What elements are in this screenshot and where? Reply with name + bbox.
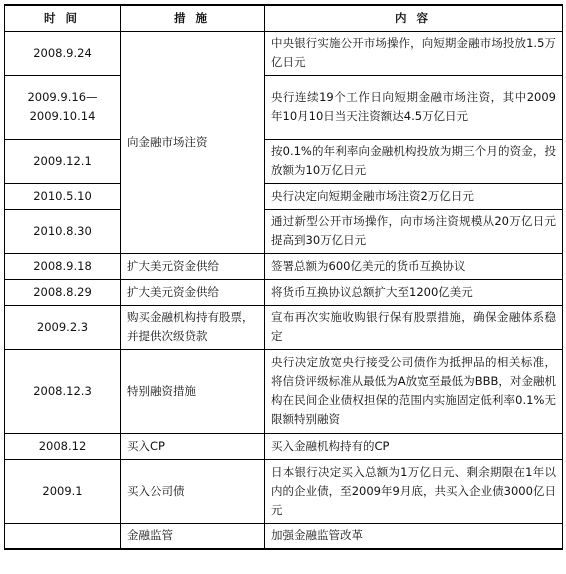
cell-action: 金融监管 xyxy=(121,523,265,549)
table-header xyxy=(5,5,563,31)
cell-time xyxy=(5,523,121,549)
table-row xyxy=(5,209,563,253)
header-content: 内容 xyxy=(265,5,563,31)
table-row xyxy=(5,433,563,459)
policy-measures-table xyxy=(4,4,563,550)
cell-action: 扩大美元资金供给 xyxy=(121,253,265,279)
cell-content: 将货币互换协议总额扩大至1200亿美元 xyxy=(265,279,563,305)
cell-time: 2009.2.3 xyxy=(5,305,121,349)
cell-content: 央行决定向短期金融市场注资2万亿日元 xyxy=(265,183,563,209)
cell-time: 2008.9.24 xyxy=(5,31,121,75)
table-row xyxy=(5,139,563,183)
cell-content: 央行连续19个工作日向短期金融市场注资，其中2009年10月10日当天注资额达4.5万亿日元 xyxy=(265,75,563,139)
cell-action: 买入公司债 xyxy=(121,459,265,523)
cell-content: 加强金融监管改革 xyxy=(265,523,563,549)
table-row xyxy=(5,349,563,433)
cell-action: 买入CP xyxy=(121,433,265,459)
cell-content: 宣布再次实施收购银行保有股票措施，确保金融体系稳定 xyxy=(265,305,563,349)
cell-action: 特别融资措施 xyxy=(121,349,265,433)
cell-time: 2008.9.18 xyxy=(5,253,121,279)
table-row xyxy=(5,253,563,279)
cell-content: 央行决定放宽央行接受公司债作为抵押品的相关标准，将信贷评级标准从最低为A放宽至最低为BBB，对金融机构在民间企业债权担保的范围内实施固定低利率0.1%无限额特别融资 xyxy=(265,349,563,433)
cell-time: 2009.12.1 xyxy=(5,139,121,183)
table-row xyxy=(5,305,563,349)
cell-content: 日本银行决定买入总额为1万亿日元、剩余期限在1年以内的企业债，至2009年9月底，共买入企业债3000亿日元 xyxy=(265,459,563,523)
table-row xyxy=(5,75,563,139)
cell-time: 2010.8.30 xyxy=(5,209,121,253)
cell-content: 签署总额为600亿美元的货币互换协议 xyxy=(265,253,563,279)
cell-time: 2008.8.29 xyxy=(5,279,121,305)
header-row xyxy=(5,5,563,31)
table-row xyxy=(5,459,563,523)
cell-content: 中央银行实施公开市场操作，向短期金融市场投放1.5万亿日元 xyxy=(265,31,563,75)
table-row xyxy=(5,31,563,75)
cell-time: 2010.5.10 xyxy=(5,183,121,209)
cell-time: 2008.12.3 xyxy=(5,349,121,433)
cell-action: 扩大美元资金供给 xyxy=(121,279,265,305)
header-action: 措施 xyxy=(121,5,265,31)
table-body xyxy=(5,31,563,549)
cell-time: 2009.9.16—2009.10.14 xyxy=(5,75,121,139)
table-row xyxy=(5,523,563,549)
cell-time: 2009.1 xyxy=(5,459,121,523)
header-time: 时间 xyxy=(5,5,121,31)
cell-action: 向金融市场注资 xyxy=(121,31,265,253)
cell-content: 按0.1%的年利率向金融机构投放为期三个月的资金，投放额为10万亿日元 xyxy=(265,139,563,183)
table-row xyxy=(5,279,563,305)
cell-content: 通过新型公开市场操作，向市场注资规模从20万亿日元提高到30万亿日元 xyxy=(265,209,563,253)
table-row xyxy=(5,183,563,209)
cell-content: 买入金融机构持有的CP xyxy=(265,433,563,459)
cell-time: 2008.12 xyxy=(5,433,121,459)
cell-action: 购买金融机构持有股票，并提供次级贷款 xyxy=(121,305,265,349)
